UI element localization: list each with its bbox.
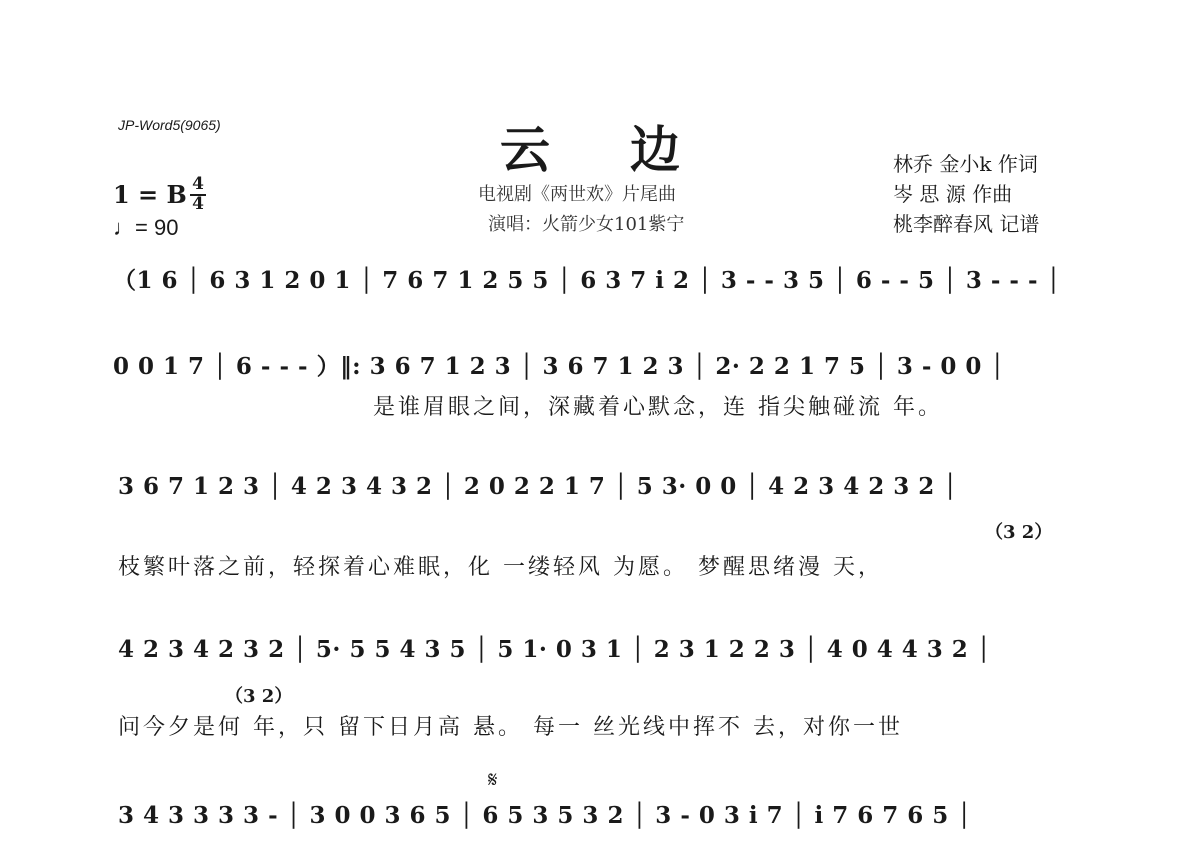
system-3-notes: 3 6 7 1 2 3 │ 4 2 3 4 3 2 │ 2 0 2 2 1 7 │ 5 3· 0 0 │ 4 2 3 4 2 3 2 │ <box>118 473 958 500</box>
system-4-notes: 4 2 3 4 2 3 2 │ 5· 5 5 4 3 5 │ 5 1· 0 3 1 │ 2 3 1 2 2 3 │ 4 0 4 4 3 2 │ <box>118 636 992 663</box>
system-2-lyrics: 是谁眉眼之间，深藏着心默念，连 指尖触碰流 年。 <box>373 395 943 420</box>
tempo-marking: ♩= 90 <box>113 215 179 240</box>
time-signature-top: 4 <box>192 174 204 194</box>
system-5-notes: 3 4 3 3 3 3 - │ 3 0 0 3 6 5 │ 6 5 3 5 3 2 │ 3 - 0 3 i 7 │ i 7 6 7 6 5 │ <box>118 802 972 829</box>
segno-sign: 𝄋 <box>488 768 498 793</box>
system-2-notes: 0 0 1 7 │ 6 - - - ）‖: 3 6 7 1 2 3 │ 3 6 7 1 2 3 │ 2· 2 2 1 7 5 │ 3 - 0 0 │ <box>113 353 1005 380</box>
singer-credit: 演唱：火箭少女101紫宁 <box>488 214 685 235</box>
time-signature-bottom: 4 <box>190 194 206 213</box>
key-signature: 1 = B <box>113 180 187 209</box>
time-signature <box>190 176 206 213</box>
system-3-alternate: （3 2） <box>985 522 1053 543</box>
system-1-notes: （1 6 │ 6 3 1 2 0 1 │ 7 6 7 1 2 5 5 │ 6 3 7 i 2 │ 3 - - 3 5 │ 6 - - 5 │ 3 - - - │ <box>113 267 1061 294</box>
song-subtitle: 电视剧《两世欢》片尾曲 <box>478 184 676 205</box>
composer-credit: 岑 思 源 作曲 <box>893 182 1013 206</box>
system-4-alternate: （3 2） <box>225 686 293 707</box>
lyricist-credit: 林乔 金小k 作词 <box>893 152 1038 176</box>
system-3-lyrics: 枝繁叶落之前，轻探着心难眠，化 一缕轻风 为愿。 梦醒思绪漫 天， <box>118 555 883 580</box>
transcriber-credit: 桃李醉春风 记谱 <box>893 212 1040 236</box>
system-4-lyrics: 问今夕是何 年，只 留下日月高 悬。 每一 丝光线中挥不 去，对你一世 <box>118 715 903 740</box>
song-title: 云边 <box>500 120 760 179</box>
software-label: JP-Word5(9065) <box>118 117 221 133</box>
